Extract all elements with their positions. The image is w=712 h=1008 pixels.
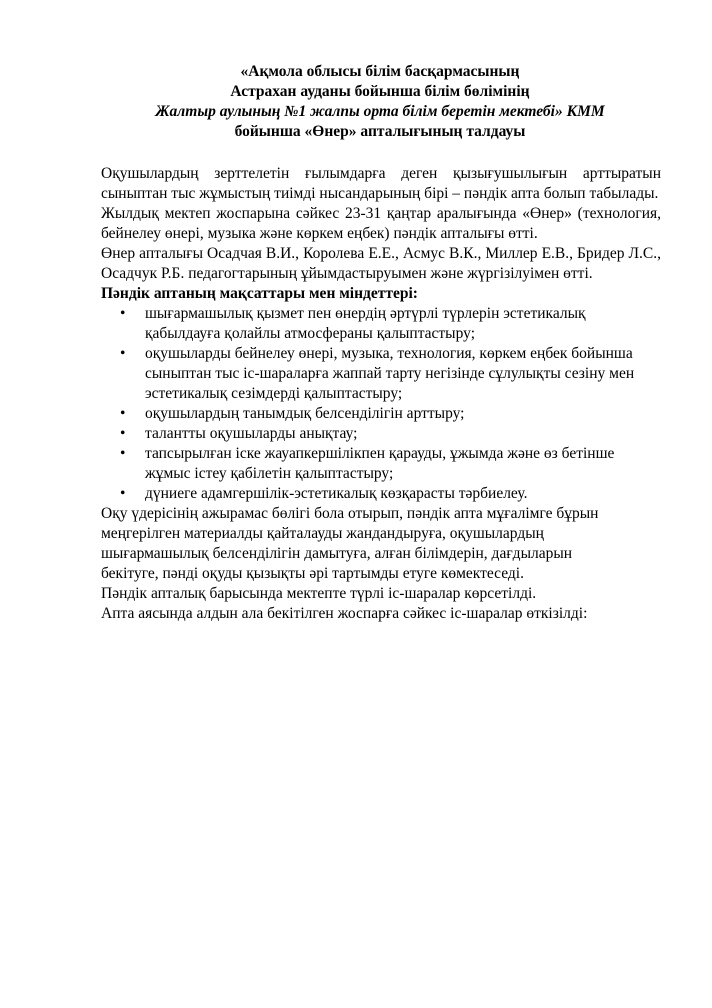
- goal-item-1: • шығармашылық қызмет пен өнердің әртүрлі түрлерін эстетикалық қабылдауға қолайлы атмосфераны қалыптастыру;: [145, 304, 661, 344]
- goal-item-4: • талантты оқушыларды анықтау;: [145, 424, 661, 444]
- goal-item-2: • оқушыларды бейнелеу өнері, музыка, технология, көркем еңбек бойынша сыныптан тыс іс-шараларға жаппай тарту негізінде сұлулықты сезіну мен эстетикалық сезімдерді қалыптастыру;: [145, 344, 661, 404]
- goals-heading: Пәндік аптаның мақсаттары мен міндеттері:: [101, 285, 418, 302]
- header-line-2: Астрахан ауданы бойынша білім бөлімінің: [230, 83, 530, 100]
- goal-item-3: • оқушылардың танымдық белсенділігін арттыру;: [145, 404, 661, 424]
- closing-line-3: шығармашылық белсенділігін дамытуға, алған білімдерін, дағдыларын: [101, 545, 573, 562]
- goal-item-5: • тапсырылған іске жауапкершілікпен қарауды, ұжымда және өз бетінше жұмыс істеу қабілетін қалыптастыру;: [145, 444, 661, 484]
- goal-item-6: • дүниеге адамгершілік-эстетикалық көзқарасты тәрбиелеу.: [145, 484, 661, 504]
- document-body: [101, 164, 661, 624]
- intro-paragraph-3: Өнер апталығы Осадчая В.И., Королева Е.Е., Асмус В.К., Миллер Е.В., Бридер Л.С., Осадчук Р.Б. педагогтарының ұйымдастыруымен және жүргізілуімен өтті.: [101, 245, 661, 282]
- closing-line-4: бекітуге, пәнді оқуды қызықты әрі тартымды етуге көмектеседі.: [101, 565, 524, 582]
- header-line-3: Жалтыр аулының №1 жалпы орта білім беретін мектебі» КММ: [155, 103, 605, 120]
- document-header: [100, 62, 660, 142]
- closing-line-2: меңгерілген материалды қайталауды жандандыруға, оқушылардың: [101, 525, 544, 542]
- header-line-1: «Ақмола облысы білім басқармасының: [240, 63, 520, 80]
- closing-paragraph-2: Пәндік апталық барысында мектепте түрлі іс-шаралар көрсетілді.: [101, 585, 537, 602]
- intro-paragraph-1: Оқушылардың зерттелетін ғылымдарға деген қызығушылығын арттыратын сыныптан тыс жұмыстың тиімді нысандарының бірі – пәндік апта болып табылады.: [101, 165, 661, 202]
- closing-paragraph-3: Апта аясында алдын ала бекітілген жоспарға сәйкес іс-шаралар өткізілді:: [101, 605, 588, 622]
- closing-paragraph: [101, 504, 661, 584]
- closing-line-1: Оқу үдерісінің ажырамас бөлігі бола отырып, пәндік апта мұғалімге бұрын: [101, 505, 599, 522]
- goals-list: [101, 304, 661, 504]
- header-line-4: бойынша «Өнер» апталығының талдауы: [234, 123, 526, 140]
- intro-paragraph-2: Жылдық мектеп жоспарына сәйкес 23-31 қаңтар аралығында «Өнер» (технология, бейнелеу өнері, музыка және көркем еңбек) пәндік апталығы өтті.: [101, 205, 661, 242]
